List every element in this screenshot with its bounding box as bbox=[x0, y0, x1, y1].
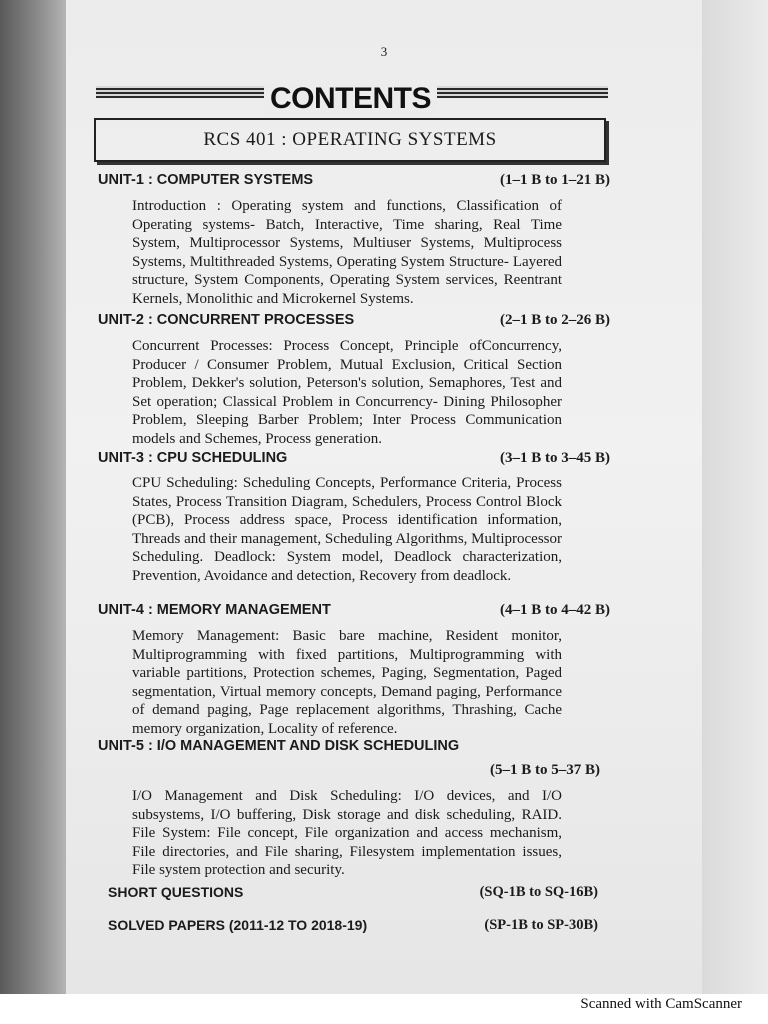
unit-5-range: (5–1 B to 5–37 B) bbox=[490, 762, 600, 778]
subject-title-box bbox=[94, 118, 606, 162]
short-questions-row bbox=[108, 884, 598, 901]
short-questions-range: (SQ-1B to SQ-16B) bbox=[479, 884, 598, 900]
page-number: 3 bbox=[380, 44, 388, 59]
unit-5-description: I/O Management and Disk Scheduling: I/O devices, and I/O subsystems, I/O buffering, Disk storage and disk scheduling, RAID. File System: File concept, File organization and access mechanism, File directories, and File sharing, Filesystem implementation issues, File system protection and security. bbox=[132, 788, 562, 879]
contents-heading: CONTENTS bbox=[264, 84, 437, 114]
unit-3-header bbox=[98, 450, 610, 467]
unit-2-range: (2–1 B to 2–26 B) bbox=[500, 312, 610, 328]
unit-4-title: UNIT-4 : MEMORY MANAGEMENT bbox=[98, 602, 331, 618]
unit-1-range: (1–1 B to 1–21 B) bbox=[500, 172, 610, 188]
document-page bbox=[66, 0, 702, 994]
scan-left-shadow bbox=[0, 0, 66, 994]
unit-5-title: UNIT-5 : I/O MANAGEMENT AND DISK SCHEDULING bbox=[98, 738, 460, 754]
unit-3-title: UNIT-3 : CPU SCHEDULING bbox=[98, 450, 288, 466]
unit-4-header bbox=[98, 602, 610, 619]
unit-3-description: CPU Scheduling: Scheduling Concepts, Performance Criteria, Process States, Process Transition Diagram, Schedulers, Process Control Block (PCB), Process address space, Process identification information, Threads and their management, Scheduling Algorithms, Multiprocessor Scheduling. Deadlock: System model, Deadlock characterization, Prevention, Avoidance and detection, Recovery from deadlock. bbox=[132, 475, 562, 584]
unit-4-description: Memory Management: Basic bare machine, Resident monitor, Multiprogramming with fixed partitions, Multiprogramming with variable partitions, Protection schemes, Paging, Segmentation, Paged segmentation, Virtual memory concepts, Demand paging, Performance of demand paging, Page replacement algorithms, Thrashing, Cache memory organization, Locality of reference. bbox=[132, 628, 562, 737]
solved-papers-range: (SP-1B to SP-30B) bbox=[484, 917, 598, 933]
unit-1-description: Introduction : Operating system and functions, Classification of Operating systems- Batch, Interactive, Time sharing, Real Time System, Multiprocessor Systems, Multiuser Systems, Multiprocess Systems, Multithreaded Systems, Operating System Structure- Layered structure, System Components, Operating System services, Reentrant Kernels, Monolithic and Microkernel Systems. bbox=[132, 198, 562, 307]
unit-1-title: UNIT-1 : COMPUTER SYSTEMS bbox=[98, 172, 314, 188]
scan-right-shadow bbox=[702, 0, 768, 994]
unit-1-header bbox=[98, 172, 610, 189]
camscanner-watermark: Scanned with CamScanner bbox=[580, 996, 742, 1012]
solved-papers-title: SOLVED PAPERS (2011-12 TO 2018-19) bbox=[108, 917, 368, 933]
unit-2-description: Concurrent Processes: Process Concept, Principle ofConcurrency, Producer / Consumer Problem, Mutual Exclusion, Critical Section Problem, Dekker's solution, Peterson's solution, Semaphores, Test and Set operation; Classical Problem in Concurrency- Dining Philosopher Problem, Sleeping Barber Problem; Inter Process Communication models and Schemes, Process generation. bbox=[132, 338, 562, 447]
unit-5-header bbox=[98, 738, 610, 754]
unit-2-header bbox=[98, 312, 610, 329]
short-questions-title: SHORT QUESTIONS bbox=[108, 884, 244, 900]
unit-3-range: (3–1 B to 3–45 B) bbox=[500, 450, 610, 466]
unit-2-title: UNIT-2 : CONCURRENT PROCESSES bbox=[98, 312, 355, 328]
unit-4-range: (4–1 B to 4–42 B) bbox=[500, 602, 610, 618]
solved-papers-row bbox=[108, 917, 598, 934]
subject-title: RCS 401 : OPERATING SYSTEMS bbox=[203, 129, 497, 150]
